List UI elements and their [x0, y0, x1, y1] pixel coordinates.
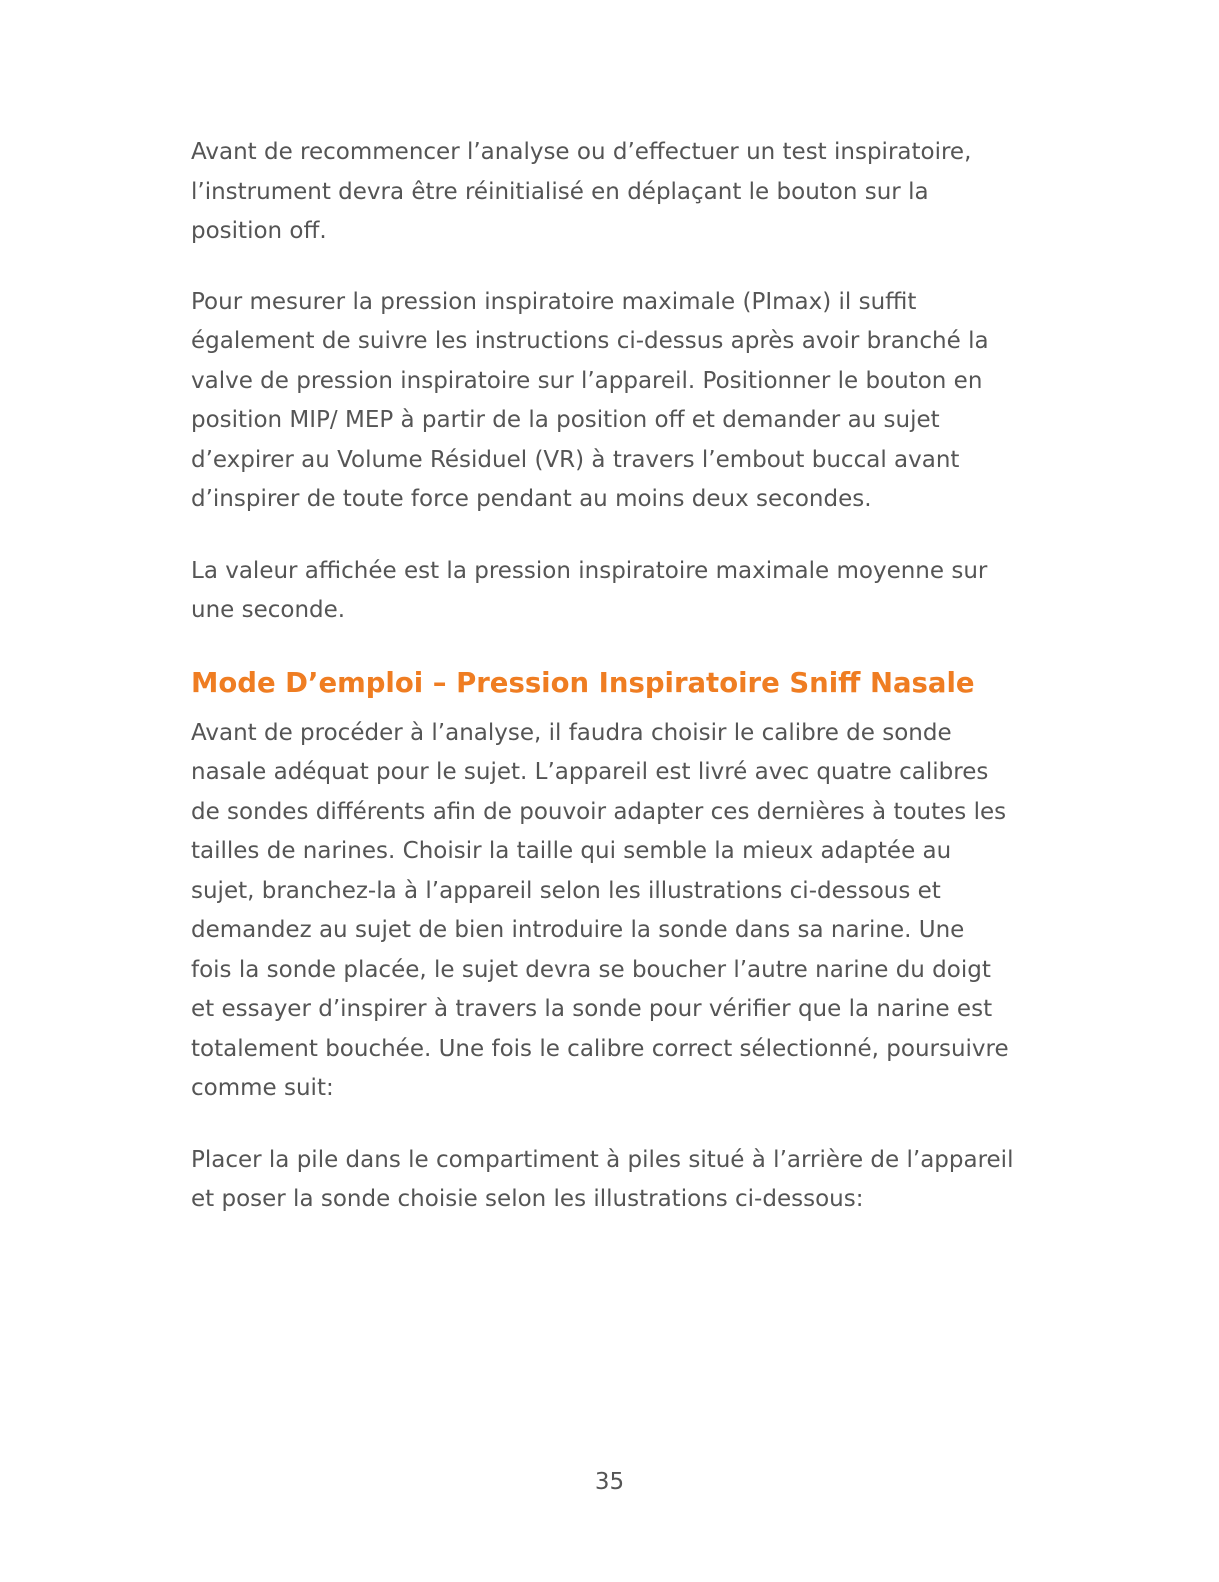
paragraph-displayed-value: La valeur affichée est la pression inspiratoire maximale moyenne sur une seconde. — [191, 557, 988, 623]
page-content — [191, 133, 1051, 1220]
section-heading: Mode D’emploi – Pression Inspiratoire Sniff Nasale — [191, 666, 975, 699]
paragraph-pimax-measurement: Pour mesurer la pression inspiratoire maximale (PImax) il suffit également de suivre les instructions ci-dessus après avoir branché la valve de pression inspiratoire sur l’appareil. Positionner le bouton en position MIP/ MEP à partir de la position off et demander au sujet d’expirer au Volume Résiduel (VR) à travers l’embout buccal avant d’inspirer de toute force pendant au moins deux secondes. — [191, 288, 989, 512]
page-number: 35 — [594, 1469, 625, 1495]
paragraph-battery-placement: Placer la pile dans le compartiment à piles situé à l’arrière de l’appareil et poser la sonde choisie selon les illustrations ci-dessous: — [191, 1146, 1014, 1212]
paragraph-probe-selection: Avant de procéder à l’analyse, il faudra choisir le calibre de sonde nasale adéquat pour le sujet. L’appareil est livré avec quatre calibres de sondes différents afin de pouvoir adapter ces dernières à toutes les tailles de narines. Choisir la taille qui semble la mieux adaptée au sujet, branchez-la à l’appareil selon les illustrations ci-dessous et demandez au sujet de bien introduire la sonde dans sa narine. Une fois la sonde placée, le sujet devra se boucher l’autre narine du doigt et essayer d’inspirer à travers la sonde pour vérifier que la narine est totalement bouchée. Une fois le calibre correct sélectionné, poursuivre comme suit: — [191, 719, 1009, 1101]
paragraph-reset-instrument: Avant de recommencer l’analyse ou d’effectuer un test inspiratoire, l’instrument devra être réinitialisé en déplaçant le bouton sur la position off. — [191, 139, 972, 244]
